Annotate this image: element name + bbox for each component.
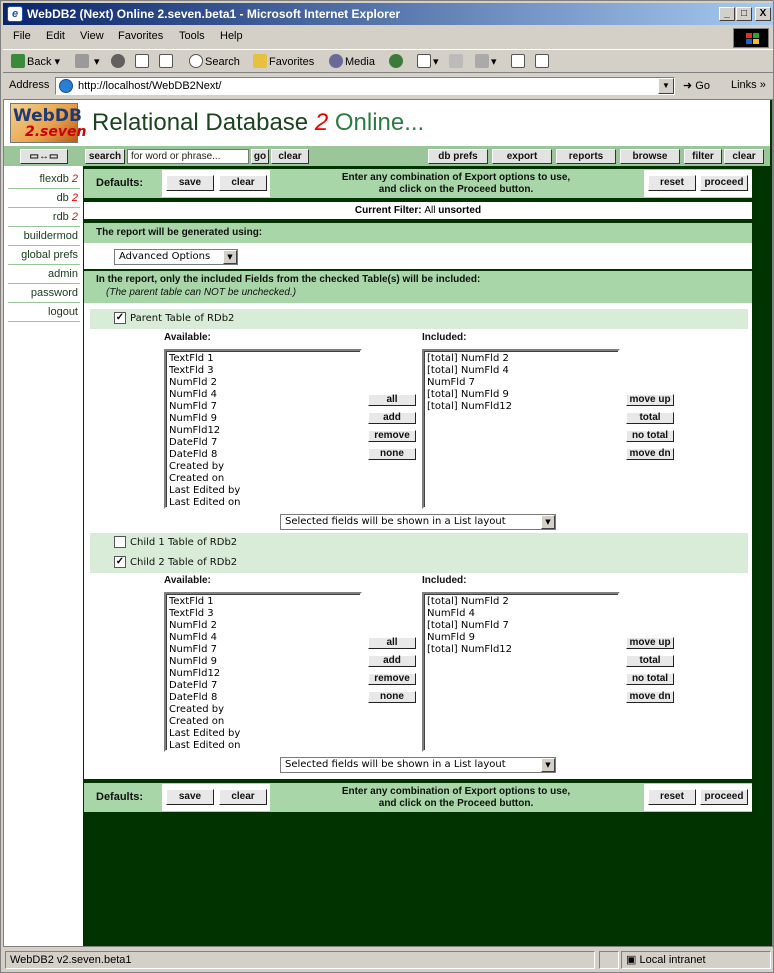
clear-search-button[interactable]: clear: [271, 149, 309, 164]
list-item[interactable]: DateFld 7: [169, 437, 218, 448]
list-item[interactable]: NumFld 9: [169, 413, 217, 424]
list-item[interactable]: [total] NumFld 7: [427, 620, 509, 631]
close-button[interactable]: X: [755, 7, 771, 21]
export-instructions-bottom: [274, 786, 638, 810]
menu-favorites[interactable]: Favorites: [118, 30, 164, 42]
child2-total-button[interactable]: total: [626, 655, 674, 667]
mail-icon: [417, 54, 431, 68]
nav-buildermod[interactable]: [8, 227, 80, 246]
parent-add-button[interactable]: add: [368, 412, 416, 424]
proceed-button[interactable]: proceed: [700, 175, 748, 191]
list-item[interactable]: Last Edited by: [169, 485, 241, 496]
title-bar: [3, 3, 773, 25]
page-icon: [59, 79, 73, 93]
chevron-down-icon: ▼: [223, 250, 237, 264]
child2-move-dn-button[interactable]: move dn: [626, 691, 674, 703]
child2-table-label: Child 2 Table of RDb2: [130, 557, 238, 568]
reset-button[interactable]: reset: [648, 175, 696, 191]
back-arrow-icon: [11, 54, 25, 68]
list-item[interactable]: TextFld 3: [169, 608, 214, 619]
maximize-button[interactable]: □: [736, 7, 752, 21]
history-icon: [389, 54, 403, 68]
list-item[interactable]: DateFld 7: [169, 680, 218, 691]
report-options-select[interactable]: [114, 249, 238, 265]
report-using-label: The report will be generated using:: [96, 227, 263, 238]
nav-password-label: password: [30, 287, 78, 299]
list-item[interactable]: NumFld 9: [169, 656, 217, 667]
nav-db[interactable]: [8, 189, 80, 208]
nav-rdb-label: rdb: [52, 211, 69, 223]
child1-table-row: [90, 533, 748, 553]
current-filter: [84, 202, 752, 219]
instructions-line2: and click on the Proceed button.: [378, 184, 534, 195]
go-label: Go: [695, 80, 710, 92]
menu-bar: [3, 27, 773, 47]
app-title: [92, 109, 424, 137]
webdb-logo: [10, 103, 87, 143]
logo-line1: WebDB: [13, 106, 82, 126]
list-item[interactable]: [total] NumFld 9: [427, 389, 509, 400]
mail-button[interactable]: ▾: [417, 54, 439, 70]
chevron-down-icon: ▼: [541, 515, 555, 529]
nav-flexdb-label: flexdb: [39, 173, 69, 185]
nav-global-prefs[interactable]: [8, 246, 80, 265]
child1-table-label: Child 1 Table of RDb2: [130, 537, 238, 548]
go-search-button[interactable]: go: [251, 149, 269, 164]
home-button[interactable]: [159, 54, 175, 70]
filter-sort: unsorted: [438, 205, 482, 216]
list-item[interactable]: DateFld 8: [169, 692, 218, 703]
address-dropdown-icon[interactable]: ▼: [658, 78, 674, 94]
nav-admin-label: admin: [48, 268, 78, 280]
instructions-line1: Enter any combination of Export options to use,: [341, 172, 571, 183]
toolbar: [3, 49, 773, 73]
title-pre: Relational Database: [92, 109, 315, 136]
discuss-icon: [511, 54, 525, 68]
list-item[interactable]: NumFld 7: [427, 377, 475, 388]
list-item[interactable]: Created by: [169, 704, 225, 715]
list-item[interactable]: TextFld 1: [169, 353, 214, 364]
fields-note-bar: [84, 271, 752, 303]
list-item[interactable]: NumFld 9: [427, 632, 475, 643]
reports-button[interactable]: reports: [556, 149, 616, 164]
list-item[interactable]: NumFld 4: [427, 608, 475, 619]
defaults-label: Defaults:: [96, 177, 144, 189]
nav-global-prefs-label: global prefs: [21, 249, 78, 261]
list-item[interactable]: Last Edited by: [169, 728, 241, 739]
parent-available-list[interactable]: [164, 349, 362, 509]
refresh-button[interactable]: [135, 54, 151, 70]
report-using-panel: [84, 243, 752, 269]
child2-all-button[interactable]: all: [368, 637, 416, 649]
favorites-icon: [253, 54, 267, 68]
list-item[interactable]: NumFld 7: [169, 401, 217, 412]
list-item[interactable]: NumFld12: [169, 425, 221, 436]
links-label: Links: [731, 79, 757, 91]
list-item[interactable]: NumFld 2: [169, 620, 217, 631]
child2-move-up-button[interactable]: move up: [626, 637, 674, 649]
list-item[interactable]: TextFld 1: [169, 596, 214, 607]
nav-db-ver: 2: [71, 192, 78, 204]
parent-none-button[interactable]: none: [368, 448, 416, 460]
defaults-bar-bottom: [84, 783, 752, 812]
menu-file[interactable]: File: [13, 30, 31, 42]
child2-available-list[interactable]: [164, 592, 362, 752]
child2-included-list[interactable]: [422, 592, 620, 752]
toggle-frame-icon[interactable]: ▭↔▭: [20, 149, 68, 164]
save-defaults-button-bottom[interactable]: save: [166, 789, 214, 805]
child2-no-total-button[interactable]: no total: [626, 673, 674, 685]
nav-db-label: db: [56, 192, 69, 204]
defaults-label-bottom: Defaults:: [96, 791, 144, 803]
go-button[interactable]: ➜ Go: [683, 80, 710, 92]
back-button[interactable]: Back ▾: [11, 54, 60, 70]
back-label: Back: [27, 56, 52, 68]
parent-layout-select[interactable]: [280, 514, 556, 530]
list-item[interactable]: Created on: [169, 716, 225, 727]
logo-line2: 2.seven: [25, 124, 87, 140]
status-zone: [621, 951, 771, 969]
print-icon: [449, 54, 463, 68]
list-item[interactable]: NumFld 2: [169, 377, 217, 388]
address-label: Address: [9, 79, 50, 91]
child2-layout-value: Selected fields will be shown in a List layout: [285, 759, 506, 770]
list-item[interactable]: [total] NumFld12: [427, 644, 513, 655]
list-item[interactable]: TextFld 3: [169, 365, 214, 376]
filter-button[interactable]: filter: [684, 149, 722, 164]
side-nav: [4, 166, 83, 947]
messenger-button[interactable]: [535, 54, 551, 70]
list-item[interactable]: Created by: [169, 461, 225, 472]
reset-button-bottom[interactable]: reset: [648, 789, 696, 805]
nav-admin[interactable]: [8, 265, 80, 284]
forward-arrow-icon: [75, 54, 89, 68]
list-item[interactable]: [total] NumFld12: [427, 401, 513, 412]
parent-available-label: Available:: [164, 332, 211, 343]
address-bar: [3, 75, 773, 97]
media-button[interactable]: [329, 54, 375, 70]
parent-move-dn-button[interactable]: move dn: [626, 448, 674, 460]
parent-layout-value: Selected fields will be shown in a List layout: [285, 516, 506, 527]
media-icon: [329, 54, 343, 68]
list-item[interactable]: Created on: [169, 473, 225, 484]
fields-note-line2: (The parent table can NOT be unchecked.): [106, 287, 297, 298]
page-content: [3, 99, 773, 947]
search-button[interactable]: [189, 54, 240, 70]
parent-total-button[interactable]: total: [626, 412, 674, 424]
status-zone-value: Local intranet: [639, 954, 706, 966]
links-button[interactable]: Links »: [731, 79, 766, 91]
clear-defaults-button[interactable]: clear: [219, 175, 267, 191]
list-item[interactable]: [total] NumFld 2: [427, 596, 509, 607]
defaults-bar-top: [84, 169, 752, 198]
parent-included-list[interactable]: [422, 349, 620, 509]
nav-flexdb-ver: 2: [71, 173, 78, 185]
child2-available-label: Available:: [164, 575, 211, 586]
search-icon: [189, 54, 203, 68]
list-item[interactable]: DateFld 8: [169, 449, 218, 460]
parent-all-button[interactable]: all: [368, 394, 416, 406]
export-button[interactable]: export: [492, 149, 552, 164]
list-item[interactable]: NumFld 4: [169, 632, 217, 643]
list-item[interactable]: NumFld 4: [169, 389, 217, 400]
parent-move-up-button[interactable]: move up: [626, 394, 674, 406]
db-prefs-button[interactable]: db prefs: [428, 149, 488, 164]
favorites-button[interactable]: [253, 54, 314, 70]
home-icon: [159, 54, 173, 68]
refresh-icon: [135, 54, 149, 68]
child2-remove-button[interactable]: remove: [368, 673, 416, 685]
list-item[interactable]: NumFld 7: [169, 644, 217, 655]
edit-button[interactable]: ▾: [475, 54, 497, 70]
child1-table-checkbox[interactable]: [114, 536, 126, 548]
instructions-line2-bottom: and click on the Proceed button.: [378, 798, 534, 809]
ie-icon: e: [7, 6, 23, 22]
list-item[interactable]: NumFld12: [169, 668, 221, 679]
app-header: [4, 100, 770, 146]
print-button[interactable]: [449, 54, 465, 70]
child2-none-button[interactable]: none: [368, 691, 416, 703]
parent-included-label: Included:: [422, 332, 467, 343]
fields-note-line1: In the report, only the included Fields from the checked Table(s) will be included:: [96, 274, 481, 285]
title-num: 2: [314, 109, 329, 136]
menu-tools[interactable]: Tools: [179, 30, 205, 42]
save-defaults-button[interactable]: save: [166, 175, 214, 191]
status-text-value: WebDB2 v2.seven.beta1: [10, 954, 132, 966]
search-input[interactable]: for word or phrase...: [127, 149, 249, 164]
parent-no-total-button[interactable]: no total: [626, 430, 674, 442]
nav-rdb[interactable]: [8, 208, 80, 227]
child2-add-button[interactable]: add: [368, 655, 416, 667]
child2-table-checkbox[interactable]: ✓: [115, 556, 125, 567]
forward-button[interactable]: ▾: [75, 54, 100, 70]
clear-filter-button[interactable]: clear: [724, 149, 764, 164]
instructions-line1-bottom: Enter any combination of Export options to use,: [341, 786, 571, 797]
nav-password[interactable]: [8, 284, 80, 303]
stop-button[interactable]: [111, 54, 127, 70]
menu-help[interactable]: Help: [220, 30, 243, 42]
filter-label: Current Filter:: [354, 205, 422, 216]
nav-flexdb[interactable]: [8, 170, 80, 189]
parent-table-checkbox[interactable]: ✓: [115, 312, 125, 323]
list-item[interactable]: [total] NumFld 2: [427, 353, 509, 364]
window-title: WebDB2 (Next) Online 2.seven.beta1 - Microsoft Internet Explorer: [27, 7, 401, 21]
nav-logout-label: logout: [48, 306, 78, 318]
address-input[interactable]: [55, 77, 675, 95]
child2-layout-select[interactable]: [280, 757, 556, 773]
nav-rdb-ver: 2: [71, 211, 78, 223]
favorites-label: Favorites: [269, 56, 315, 68]
child2-table-row: [90, 553, 748, 573]
windows-logo-icon: [733, 28, 769, 48]
intranet-icon: ▣: [626, 954, 637, 966]
discuss-button[interactable]: [511, 54, 527, 70]
parent-table-label: Parent Table of RDb2: [130, 313, 235, 324]
history-button[interactable]: [389, 54, 405, 70]
media-label: Media: [345, 56, 375, 68]
child2-included-label: Included:: [422, 575, 467, 586]
list-item[interactable]: [total] NumFld 4: [427, 365, 509, 376]
chevron-down-icon: ▼: [541, 758, 555, 772]
parent-remove-button[interactable]: remove: [368, 430, 416, 442]
status-bar: [3, 949, 773, 971]
menu-view[interactable]: View: [80, 30, 104, 42]
parent-table-row: [90, 309, 748, 329]
stop-icon: [111, 54, 125, 68]
filter-value: All: [424, 205, 436, 216]
search-button[interactable]: search: [85, 149, 125, 164]
report-options-value: Advanced Options: [119, 251, 211, 262]
nav-bar: [4, 146, 770, 166]
list-item[interactable]: Last Edited on: [169, 497, 241, 508]
menu-edit[interactable]: Edit: [46, 30, 65, 42]
list-item[interactable]: Last Edited on: [169, 740, 241, 751]
browse-button[interactable]: browse: [620, 149, 680, 164]
status-text: [5, 951, 595, 969]
clear-defaults-button-bottom[interactable]: clear: [219, 789, 267, 805]
title-post: Online...: [328, 109, 425, 136]
minimize-button[interactable]: _: [719, 7, 735, 21]
report-using-bar: [84, 223, 752, 243]
proceed-button-bottom[interactable]: proceed: [700, 789, 748, 805]
status-pane-2: [599, 951, 619, 969]
nav-logout[interactable]: [8, 303, 80, 322]
nav-buildermod-label: buildermod: [23, 230, 78, 242]
export-instructions: [274, 172, 638, 196]
search-label: Search: [205, 56, 240, 68]
address-url: http://localhost/WebDB2Next/: [78, 80, 222, 92]
messenger-icon: [535, 54, 549, 68]
edit-icon: [475, 54, 489, 68]
